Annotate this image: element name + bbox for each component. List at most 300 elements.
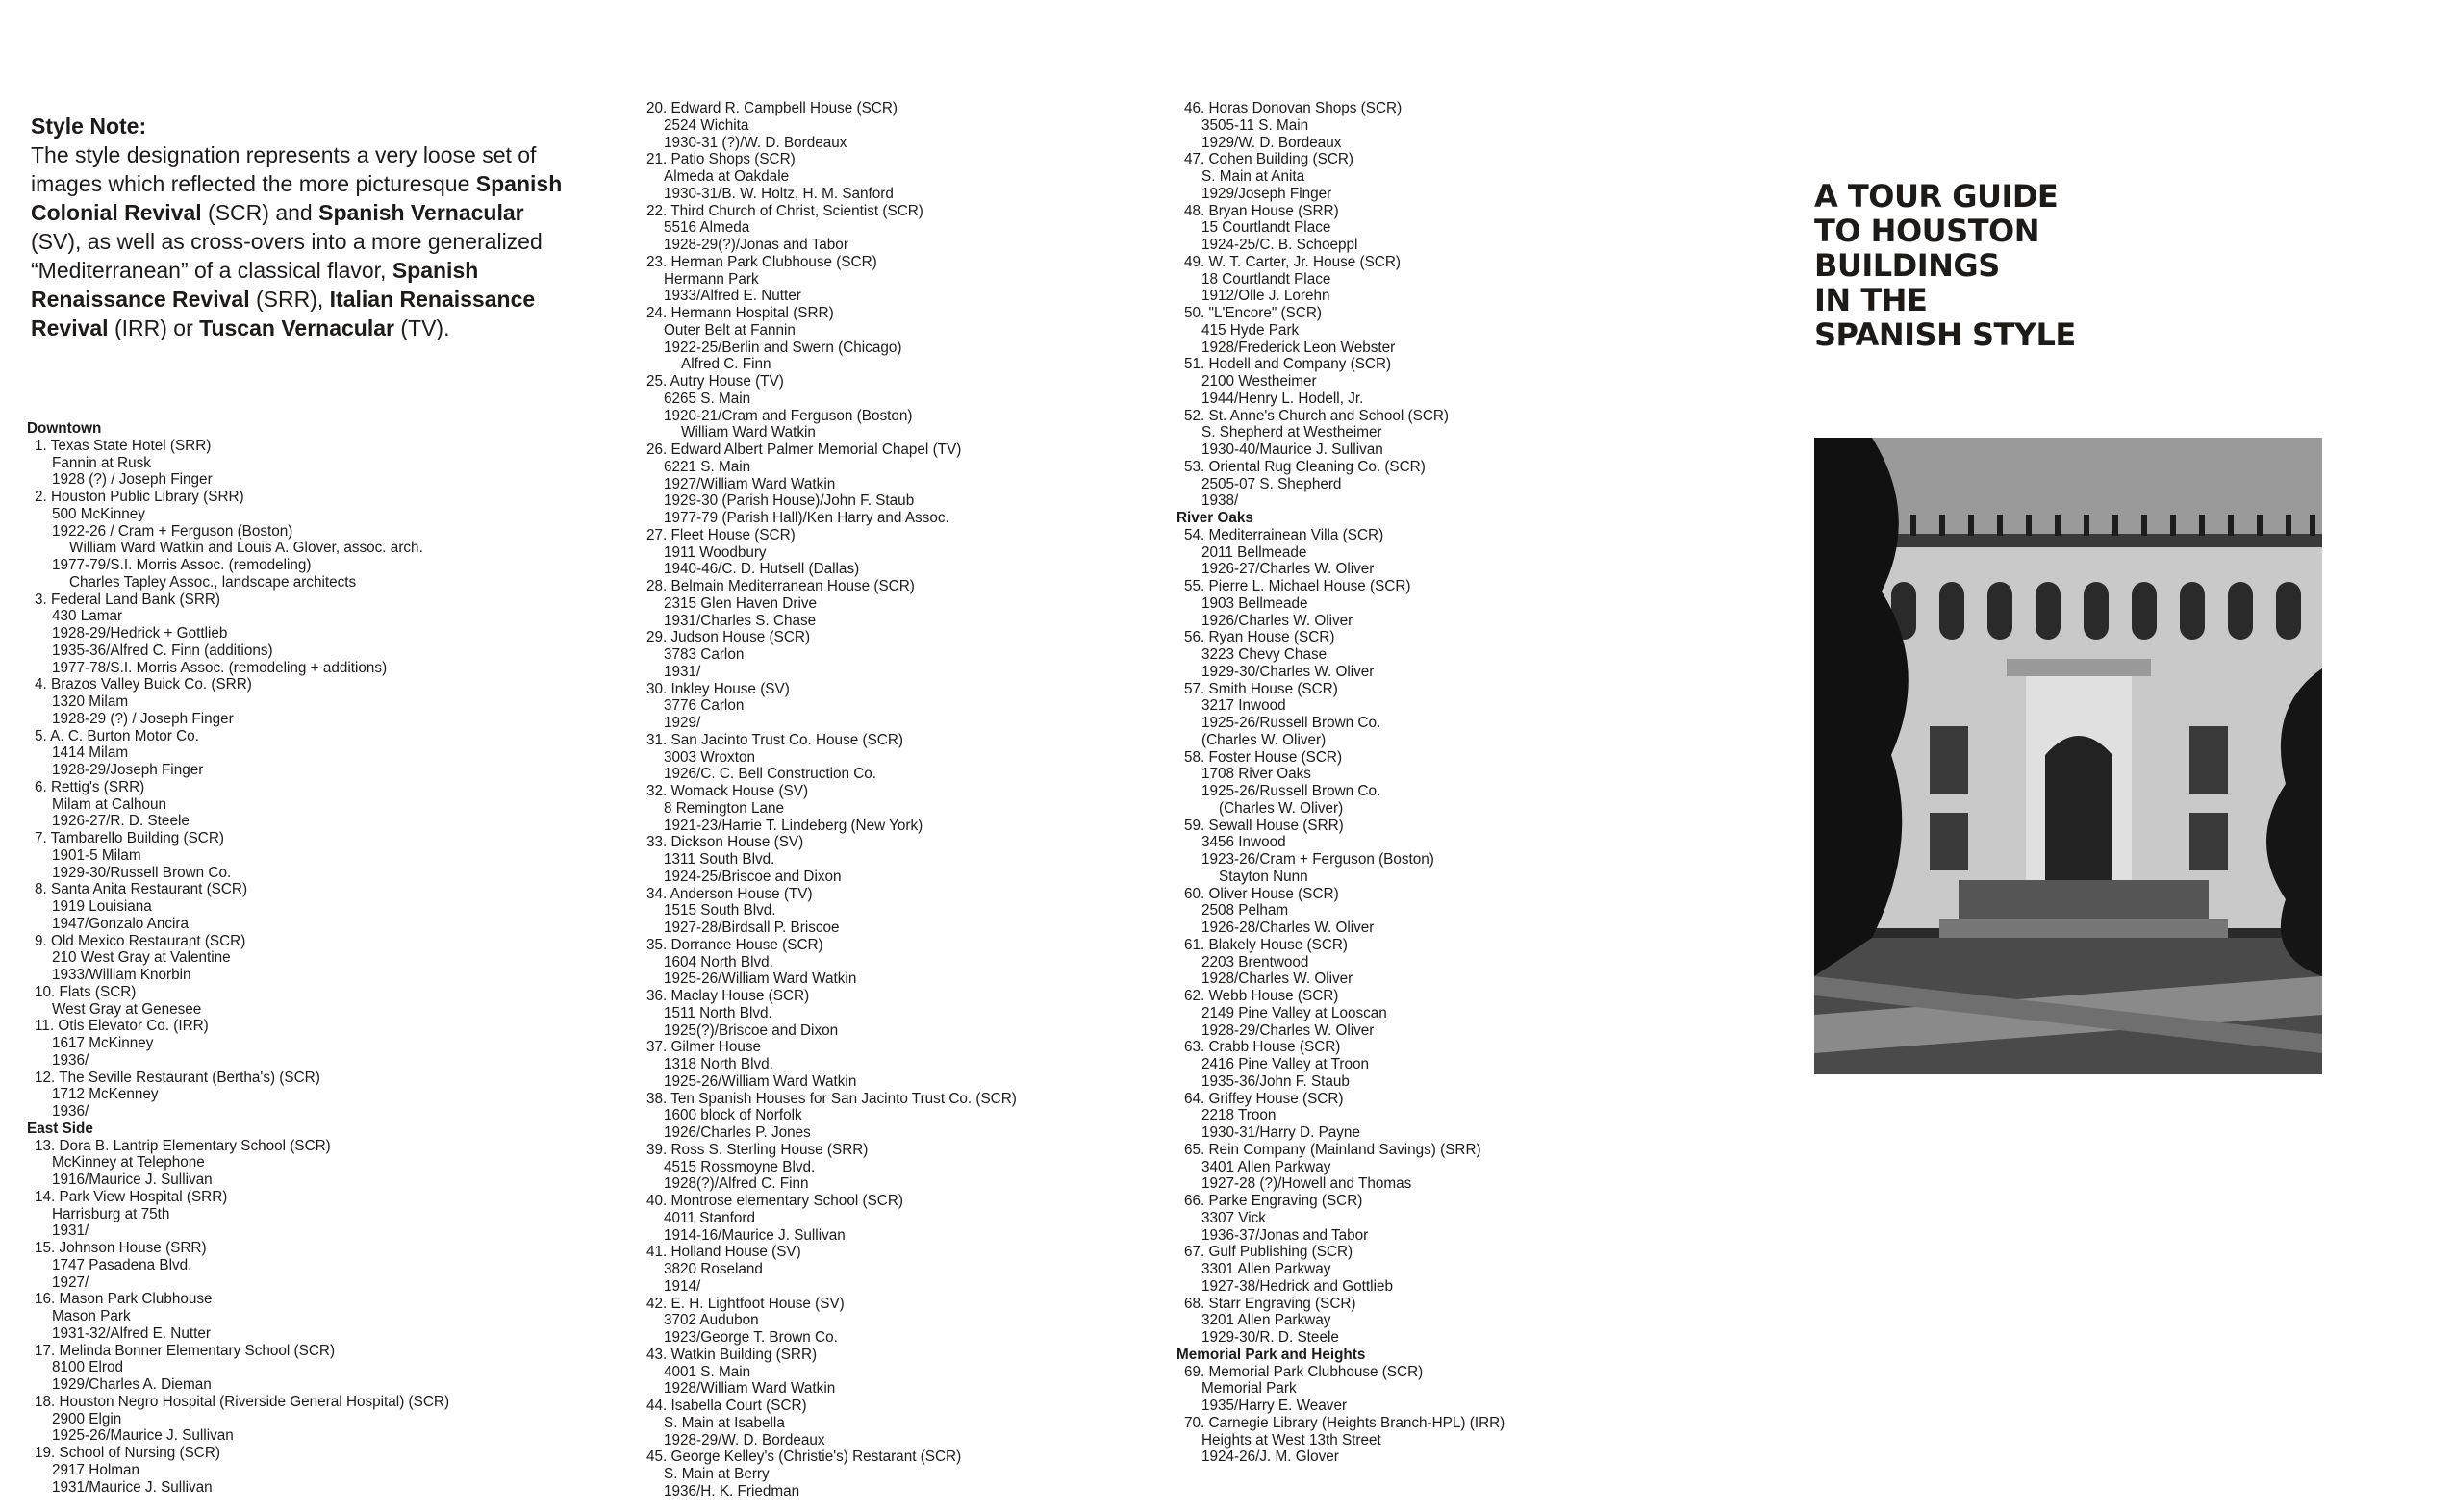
building-detail: Outer Belt at Fannin xyxy=(664,321,796,339)
building-detail: 1928-29/W. D. Bordeaux xyxy=(664,1431,825,1449)
building-name: 5. A. C. Burton Motor Co. xyxy=(35,727,199,744)
building-entry xyxy=(1176,681,1754,749)
building-name: 50. "L'Encore" (SCR) xyxy=(1184,305,1323,321)
building-detail: 210 West Gray at Valentine xyxy=(52,949,231,967)
style-note-title: Style Note: xyxy=(31,113,147,139)
building-detail: 1311 South Blvd. xyxy=(664,851,775,868)
building-entry xyxy=(1176,459,1754,510)
building-entry xyxy=(27,933,604,984)
building-detail: 8 Remington Lane xyxy=(664,799,785,817)
building-name: 3. Federal Land Bank (SRR) xyxy=(35,591,221,608)
building-detail: 1933/William Knorbin xyxy=(52,967,191,983)
building-detail: 1931/Charles S. Chase xyxy=(664,612,817,629)
building-detail: 1901-5 Milam xyxy=(52,846,141,864)
building-entry xyxy=(27,728,604,779)
building-detail: 1929/ xyxy=(664,715,701,731)
building-detail: 430 Lamar xyxy=(52,608,123,625)
building-detail: 1926-27/Charles W. Oliver xyxy=(1201,561,1375,578)
building-detail: 1930-31 (?)/W. D. Bordeaux xyxy=(664,134,847,151)
building-detail: 1927-38/Hedrick and Gottlieb xyxy=(1201,1277,1393,1295)
building-detail: 1928-29/Charles W. Oliver xyxy=(1201,1021,1375,1039)
building-detail: 1931/Maurice J. Sullivan xyxy=(52,1478,213,1496)
title-line: TO HOUSTON xyxy=(1814,213,2039,249)
building-detail: 2917 Holman xyxy=(52,1461,139,1478)
building-name: 13. Dora B. Lantrip Elementary School (SCR) xyxy=(35,1137,331,1154)
building-name: 22. Third Church of Christ, Scientist (SCR) xyxy=(646,202,923,219)
building-name: 48. Bryan House (SRR) xyxy=(1184,202,1339,219)
building-name: 56. Ryan House (SCR) xyxy=(1184,629,1335,646)
building-detail: 1925-26/Russell Brown Co. xyxy=(1201,715,1381,731)
building-detail: 1903 Bellmeade xyxy=(1201,594,1308,612)
building-name: 9. Old Mexico Restaurant (SCR) xyxy=(35,932,246,949)
building-name: 26. Edward Albert Palmer Memorial Chapel (TV) xyxy=(646,441,962,458)
building-detail: Stayton Nunn xyxy=(1219,868,1308,885)
building-detail: 1929/W. D. Bordeaux xyxy=(1201,134,1342,151)
building-name: 19. School of Nursing (SCR) xyxy=(35,1445,220,1461)
building-entry xyxy=(1176,1193,1754,1244)
building-detail: 1600 block of Norfolk xyxy=(664,1107,802,1124)
building-entry xyxy=(1176,1142,1754,1193)
building-entry xyxy=(27,1070,604,1121)
building-name: 39. Ross S. Sterling House (SRR) xyxy=(646,1141,869,1158)
building-name: 54. Mediterrainean Villa (SCR) xyxy=(1184,526,1384,543)
building-detail: 1320 Milam xyxy=(52,693,129,710)
building-detail: 1926-28/Charles W. Oliver xyxy=(1201,920,1375,936)
building-entry xyxy=(639,305,1177,373)
building-name: 12. The Seville Restaurant (Bertha's) (SCR) xyxy=(35,1069,320,1086)
building-entry xyxy=(639,732,1177,783)
building-entry xyxy=(639,1193,1177,1244)
building-detail: 18 Courtlandt Place xyxy=(1201,270,1331,288)
building-entry xyxy=(27,489,604,592)
building-name: 2. Houston Public Library (SRR) xyxy=(35,489,244,505)
building-detail: 1925-26/William Ward Watkin xyxy=(664,1072,857,1090)
building-name: 69. Memorial Park Clubhouse (SCR) xyxy=(1184,1363,1424,1380)
building-detail: Memorial Park xyxy=(1201,1380,1297,1398)
building-detail: 1940-46/C. D. Hutsell (Dallas) xyxy=(664,561,860,578)
building-detail: 1928-29(?)/Jonas and Tabor xyxy=(664,237,848,253)
section-heading: Memorial Park and Heights xyxy=(1176,1346,1366,1363)
building-detail: 1414 Milam xyxy=(52,744,129,762)
building-entry xyxy=(1176,305,1754,356)
building-detail: Heights at West 13th Street xyxy=(1201,1431,1381,1449)
building-entry xyxy=(639,783,1177,834)
building-entry xyxy=(1176,1091,1754,1142)
building-detail: 2524 Wichita xyxy=(664,116,749,134)
building-detail: 1931/ xyxy=(52,1222,89,1240)
building-detail: 1929-30/R. D. Steele xyxy=(1201,1329,1339,1346)
building-name: 25. Autry House (TV) xyxy=(646,373,784,390)
building-detail: 1924-25/Briscoe and Dixon xyxy=(664,868,842,885)
building-detail: 3217 Inwood xyxy=(1201,697,1286,715)
building-detail: 1935-36/John F. Staub xyxy=(1201,1072,1350,1090)
building-name: 17. Melinda Bonner Elementary School (SCR) xyxy=(35,1342,336,1359)
building-name: 30. Inkley House (SV) xyxy=(646,680,790,697)
building-name: 41. Holland House (SV) xyxy=(646,1244,801,1261)
building-detail: 1925-26/Maurice J. Sullivan xyxy=(52,1427,234,1445)
building-entry xyxy=(639,527,1177,578)
building-entry xyxy=(639,886,1177,937)
building-name: 21. Patio Shops (SCR) xyxy=(646,151,796,168)
building-detail: 3401 Allen Parkway xyxy=(1201,1158,1331,1175)
building-detail: 1912/Olle J. Lorehn xyxy=(1201,288,1330,305)
building-entry xyxy=(639,441,1177,527)
building-entry xyxy=(27,881,604,932)
building-detail: 1929-30 (Parish House)/John F. Staub xyxy=(664,492,915,510)
building-entry xyxy=(1176,1296,1754,1347)
building-detail: 1920-21/Cram and Ferguson (Boston) xyxy=(664,407,913,424)
building-entry xyxy=(1176,1415,1754,1466)
building-name: 45. George Kelley's (Christie's) Restarant (SCR) xyxy=(646,1449,962,1466)
building-detail: 1947/Gonzalo Ancira xyxy=(52,915,190,932)
building-entry xyxy=(639,681,1177,732)
building-detail: 1708 River Oaks xyxy=(1201,766,1311,783)
building-detail: McKinney at Telephone xyxy=(52,1154,205,1172)
building-entry xyxy=(1176,100,1754,151)
building-detail: 3301 Allen Parkway xyxy=(1201,1261,1331,1277)
building-entry xyxy=(27,1394,604,1445)
building-name: 23. Herman Park Clubhouse (SCR) xyxy=(646,253,877,270)
building-detail: 3307 Vick xyxy=(1201,1209,1266,1226)
building-entry xyxy=(639,1091,1177,1142)
building-entry xyxy=(1176,988,1754,1039)
building-entry xyxy=(1176,818,1754,886)
building-name: 68. Starr Engraving (SCR) xyxy=(1184,1295,1356,1312)
building-detail: 1747 Pasadena Blvd. xyxy=(52,1256,192,1273)
building-detail: (Charles W. Oliver) xyxy=(1201,731,1327,748)
building-detail: 1929-30/Charles W. Oliver xyxy=(1201,663,1375,680)
building-name: 40. Montrose elementary School (SCR) xyxy=(646,1193,903,1209)
library-facade-photo xyxy=(1814,438,2322,1074)
building-entry xyxy=(27,779,604,830)
building-detail: 3820 Roseland xyxy=(664,1261,763,1277)
building-detail: 15 Courtlandt Place xyxy=(1201,219,1331,237)
section-heading: Downtown xyxy=(27,420,102,437)
building-entry xyxy=(639,1039,1177,1090)
building-detail: 1925(?)/Briscoe and Dixon xyxy=(664,1021,839,1039)
building-detail: Hermann Park xyxy=(664,270,759,288)
building-detail: 1928/William Ward Watkin xyxy=(664,1380,836,1398)
building-name: 18. Houston Negro Hospital (Riverside General Hospital) (SCR) xyxy=(35,1393,450,1410)
building-entry xyxy=(27,1018,604,1069)
building-detail: 6265 S. Main xyxy=(664,390,751,407)
building-name: 66. Parke Engraving (SCR) xyxy=(1184,1193,1363,1209)
building-detail: 6221 S. Main xyxy=(664,458,751,475)
building-name: 67. Gulf Publishing (SCR) xyxy=(1184,1244,1353,1261)
building-detail: 1933/Alfred E. Nutter xyxy=(664,288,801,305)
title-line: IN THE xyxy=(1814,282,1928,318)
building-detail: 1977-79 (Parish Hall)/Ken Harry and Assoc. xyxy=(664,510,949,526)
building-entry xyxy=(1176,749,1754,818)
building-detail: Alfred C. Finn xyxy=(681,356,771,373)
building-detail: 8100 Elrod xyxy=(52,1359,123,1376)
building-detail: 1921-23/Harrie T. Lindeberg (New York) xyxy=(664,817,923,834)
building-detail: 3702 Audubon xyxy=(664,1312,759,1329)
building-detail: S. Main at Berry xyxy=(664,1466,770,1482)
building-detail: Mason Park xyxy=(52,1308,131,1324)
building-detail: William Ward Watkin xyxy=(681,424,816,441)
building-detail: (Charles W. Oliver) xyxy=(1219,799,1344,817)
building-detail: S. Main at Isabella xyxy=(664,1414,785,1431)
building-detail: 3783 Carlon xyxy=(664,646,745,663)
building-detail: 1617 McKinney xyxy=(52,1035,154,1051)
building-name: 35. Dorrance House (SCR) xyxy=(646,936,823,953)
building-name: 7. Tambarello Building (SCR) xyxy=(35,830,224,846)
building-name: 49. W. T. Carter, Jr. House (SCR) xyxy=(1184,253,1401,270)
building-detail: William Ward Watkin and Louis A. Glover, assoc. arch. xyxy=(69,540,423,557)
building-name: 32. Womack House (SV) xyxy=(646,783,809,799)
building-detail: 1923-26/Cram + Ferguson (Boston) xyxy=(1201,851,1434,868)
title-line: BUILDINGS xyxy=(1814,247,2000,284)
building-detail: 3223 Chevy Chase xyxy=(1201,646,1328,663)
building-entry xyxy=(27,1240,604,1291)
building-name: 62. Webb House (SCR) xyxy=(1184,988,1339,1004)
tour-guide-title xyxy=(1814,179,2076,352)
building-detail: 3776 Carlon xyxy=(664,697,745,715)
building-entry xyxy=(1176,254,1754,305)
building-detail: 1938/ xyxy=(1201,492,1239,510)
building-name: 46. Horas Donovan Shops (SCR) xyxy=(1184,100,1403,116)
building-name: 6. Rettig's (SRR) xyxy=(35,778,145,795)
building-entry xyxy=(1176,937,1754,988)
building-entry xyxy=(639,151,1177,202)
building-detail: 1928/Frederick Leon Webster xyxy=(1201,339,1396,356)
building-entry xyxy=(639,100,1177,151)
building-name: 33. Dickson House (SV) xyxy=(646,834,804,851)
building-entry xyxy=(639,834,1177,885)
building-detail: 1924-25/C. B. Schoeppl xyxy=(1201,237,1358,253)
building-name: 47. Cohen Building (SCR) xyxy=(1184,151,1354,168)
building-detail: 1927-28/Birdsall P. Briscoe xyxy=(664,920,840,936)
style-note xyxy=(31,112,569,342)
building-detail: 1919 Louisiana xyxy=(52,898,152,915)
building-name: 29. Judson House (SCR) xyxy=(646,629,811,646)
building-detail: 1977-78/S.I. Morris Assoc. (remodeling + additions) xyxy=(52,659,388,676)
building-name: 10. Flats (SCR) xyxy=(35,983,137,1000)
building-detail: 1936/H. K. Friedman xyxy=(664,1482,800,1499)
building-detail: 1925-26/William Ward Watkin xyxy=(664,970,857,988)
building-entry xyxy=(1176,203,1754,254)
building-detail: 1927/William Ward Watkin xyxy=(664,475,836,492)
building-detail: Almeda at Oakdale xyxy=(664,168,790,185)
building-name: 58. Foster House (SCR) xyxy=(1184,748,1343,766)
building-name: 57. Smith House (SCR) xyxy=(1184,680,1338,697)
building-list-column-3 xyxy=(1176,100,1754,1466)
building-name: 53. Oriental Rug Cleaning Co. (SCR) xyxy=(1184,458,1426,475)
section-heading: River Oaks xyxy=(1176,510,1253,526)
building-detail: 1511 North Blvd. xyxy=(664,1004,772,1021)
building-detail: S. Main at Anita xyxy=(1201,168,1305,185)
building-detail: 1936-37/Jonas and Tabor xyxy=(1201,1226,1369,1244)
building-name: 27. Fleet House (SCR) xyxy=(646,526,796,543)
building-detail: 1936/ xyxy=(52,1103,89,1120)
building-name: 11. Otis Elevator Co. (IRR) xyxy=(35,1018,209,1035)
building-detail: 1922-26 / Cram + Ferguson (Boston) xyxy=(52,522,293,540)
building-name: 8. Santa Anita Restaurant (SCR) xyxy=(35,881,248,898)
building-detail: 1927-28 (?)/Howell and Thomas xyxy=(1201,1175,1412,1193)
building-detail: 1925-26/Russell Brown Co. xyxy=(1201,783,1381,799)
building-detail: 2505-07 S. Shepherd xyxy=(1201,475,1342,492)
building-detail: 3505-11 S. Main xyxy=(1201,116,1309,134)
building-name: 59. Sewall House (SRR) xyxy=(1184,817,1344,834)
building-detail: S. Shepherd at Westheimer xyxy=(1201,424,1382,441)
building-name: 24. Hermann Hospital (SRR) xyxy=(646,305,834,321)
building-entry xyxy=(639,203,1177,254)
building-detail: 1604 North Blvd. xyxy=(664,953,773,970)
building-detail: 1930-40/Maurice J. Sullivan xyxy=(1201,441,1383,458)
building-entry xyxy=(27,1291,604,1342)
building-entry xyxy=(1176,629,1754,680)
building-detail: 2900 Elgin xyxy=(52,1410,122,1427)
building-detail: 5516 Almeda xyxy=(664,219,750,237)
building-detail: 4011 Stanford xyxy=(664,1209,755,1226)
building-detail: 1914-16/Maurice J. Sullivan xyxy=(664,1226,846,1244)
building-detail: 1944/Henry L. Hodell, Jr. xyxy=(1201,390,1364,407)
building-detail: 1923/George T. Brown Co. xyxy=(664,1329,838,1346)
building-entry xyxy=(1176,1244,1754,1295)
building-detail: 1926/C. C. Bell Construction Co. xyxy=(664,766,877,783)
building-detail: 2149 Pine Valley at Looscan xyxy=(1201,1004,1387,1021)
building-detail: 415 Hyde Park xyxy=(1201,321,1300,339)
building-entry xyxy=(27,1445,604,1496)
building-entry xyxy=(639,1142,1177,1193)
building-entry xyxy=(1176,408,1754,459)
title-line: A TOUR GUIDE xyxy=(1814,178,2059,214)
building-name: 31. San Jacinto Trust Co. House (SCR) xyxy=(646,731,903,748)
building-name: 28. Belmain Mediterranean House (SCR) xyxy=(646,578,915,594)
building-entry xyxy=(639,373,1177,441)
building-detail: 500 McKinney xyxy=(52,505,145,522)
building-name: 64. Griffey House (SCR) xyxy=(1184,1090,1344,1107)
building-entry xyxy=(27,984,604,1019)
section-heading: East Side xyxy=(27,1120,93,1137)
building-entry xyxy=(27,830,604,881)
building-detail: 3201 Allen Parkway xyxy=(1201,1312,1331,1329)
building-entry xyxy=(1176,527,1754,578)
building-detail: Milam at Calhoun xyxy=(52,795,167,813)
building-detail: 1515 South Blvd. xyxy=(664,902,776,920)
building-detail: 3003 Wroxton xyxy=(664,748,755,766)
building-name: 37. Gilmer House xyxy=(646,1039,762,1056)
building-detail: Fannin at Rusk xyxy=(52,454,151,471)
building-detail: 1927/ xyxy=(52,1273,89,1291)
building-detail: 2315 Glen Haven Drive xyxy=(664,594,818,612)
building-entry xyxy=(1176,356,1754,407)
building-detail: 4001 S. Main xyxy=(664,1363,751,1380)
building-entry xyxy=(27,592,604,677)
building-entry xyxy=(639,1449,1177,1499)
building-detail: 1928-29 (?) / Joseph Finger xyxy=(52,710,234,727)
building-detail: 1935/Harry E. Weaver xyxy=(1201,1398,1348,1414)
building-detail: 1929/Charles A. Dieman xyxy=(52,1376,212,1393)
building-detail: 1911 Woodbury xyxy=(664,543,767,561)
building-detail: 1977-79/S.I. Morris Assoc. (remodeling) xyxy=(52,557,312,573)
building-entry xyxy=(639,1296,1177,1347)
building-detail: 1929-30/Russell Brown Co. xyxy=(52,864,232,881)
building-entry xyxy=(1176,578,1754,629)
building-entry xyxy=(639,1398,1177,1449)
building-entry xyxy=(1176,1039,1754,1090)
building-name: 51. Hodell and Company (SCR) xyxy=(1184,356,1392,373)
building-detail: 4515 Rossmoyne Blvd. xyxy=(664,1158,816,1175)
building-entry xyxy=(27,438,604,489)
building-detail: 1712 McKenney xyxy=(52,1086,159,1103)
building-name: 43. Watkin Building (SRR) xyxy=(646,1346,818,1363)
building-list-column-2 xyxy=(639,100,1177,1500)
building-entry xyxy=(27,1138,604,1189)
building-name: 63. Crabb House (SCR) xyxy=(1184,1039,1341,1056)
building-detail: 2011 Bellmeade xyxy=(1201,543,1307,561)
building-entry xyxy=(639,937,1177,988)
title-line: SPANISH STYLE xyxy=(1814,316,2076,353)
style-note-text: The style designation represents a very loose set of images which reflected the more picturesque Spanish Colonial Revival (SCR) and Spanish Vernacular (SV), as well as cross-overs into a more generalized “Mediterranean” of a classical flavor, Spanish Renaissance Revival (SRR), Italian Renaissance Revival (IRR) or Tuscan Vernacular (TV). xyxy=(31,142,563,340)
building-name: 44. Isabella Court (SCR) xyxy=(646,1398,807,1414)
building-name: 36. Maclay House (SCR) xyxy=(646,988,810,1004)
building-detail: 1924-26/J. M. Glover xyxy=(1201,1449,1339,1466)
building-entry xyxy=(1176,1364,1754,1415)
building-name: 14. Park View Hospital (SRR) xyxy=(35,1188,228,1205)
building-entry xyxy=(27,676,604,727)
building-entry xyxy=(639,988,1177,1039)
building-detail: 1936/ xyxy=(52,1051,89,1069)
building-name: 65. Rein Company (Mainland Savings) (SRR) xyxy=(1184,1141,1481,1158)
building-entry xyxy=(27,1343,604,1394)
building-entry xyxy=(639,1347,1177,1398)
building-detail: 1922-25/Berlin and Swern (Chicago) xyxy=(664,339,902,356)
building-name: 1. Texas State Hotel (SRR) xyxy=(35,437,212,454)
building-detail: 1926/Charles W. Oliver xyxy=(1201,612,1353,629)
building-detail: 2218 Troon xyxy=(1201,1107,1277,1124)
building-detail: 1931/ xyxy=(664,663,701,680)
building-detail: 2416 Pine Valley at Troon xyxy=(1201,1056,1370,1072)
building-name: 38. Ten Spanish Houses for San Jacinto Trust Co. (SCR) xyxy=(646,1090,1017,1107)
building-name: 16. Mason Park Clubhouse xyxy=(35,1291,213,1308)
building-entry xyxy=(639,578,1177,629)
building-entry xyxy=(1176,151,1754,202)
building-detail: 1930-31/Harry D. Payne xyxy=(1201,1124,1360,1141)
building-name: 55. Pierre L. Michael House (SCR) xyxy=(1184,578,1411,594)
building-detail: 2508 Pelham xyxy=(1201,902,1289,920)
building-detail: 1916/Maurice J. Sullivan xyxy=(52,1172,213,1188)
building-detail: 1930-31/B. W. Holtz, H. M. Sanford xyxy=(664,185,894,202)
building-detail: 3456 Inwood xyxy=(1201,834,1286,851)
building-detail: 2203 Brentwood xyxy=(1201,953,1309,970)
building-entry xyxy=(639,629,1177,680)
building-detail: 1914/ xyxy=(664,1277,701,1295)
building-detail: 1928/Charles W. Oliver xyxy=(1201,970,1353,988)
building-name: 42. E. H. Lightfoot House (SV) xyxy=(646,1295,845,1312)
building-name: 70. Carnegie Library (Heights Branch-HPL) (IRR) xyxy=(1184,1414,1505,1431)
building-detail: Charles Tapley Assoc., landscape architects xyxy=(69,573,357,591)
building-entry xyxy=(639,1244,1177,1295)
building-detail: 1926-27/R. D. Steele xyxy=(52,813,190,830)
building-detail: 1935-36/Alfred C. Finn (additions) xyxy=(52,642,273,659)
building-name: 61. Blakely House (SCR) xyxy=(1184,936,1349,953)
building-detail: 1928 (?) / Joseph Finger xyxy=(52,471,213,489)
building-name: 4. Brazos Valley Buick Co. (SRR) xyxy=(35,676,252,693)
building-detail: 1926/Charles P. Jones xyxy=(664,1124,811,1141)
building-name: 60. Oliver House (SCR) xyxy=(1184,885,1339,902)
building-detail: 1928(?)/Alfred C. Finn xyxy=(664,1175,809,1193)
building-detail: 1928-29/Joseph Finger xyxy=(52,762,204,778)
building-detail: 1318 North Blvd. xyxy=(664,1056,773,1072)
building-photo xyxy=(1814,438,2322,1074)
building-detail: 2100 Westheimer xyxy=(1201,373,1317,390)
building-name: 15. Johnson House (SRR) xyxy=(35,1240,207,1256)
building-list-column-1 xyxy=(27,420,604,1496)
building-detail: 1929/Joseph Finger xyxy=(1201,185,1332,202)
building-detail: Harrisburg at 75th xyxy=(52,1205,170,1222)
